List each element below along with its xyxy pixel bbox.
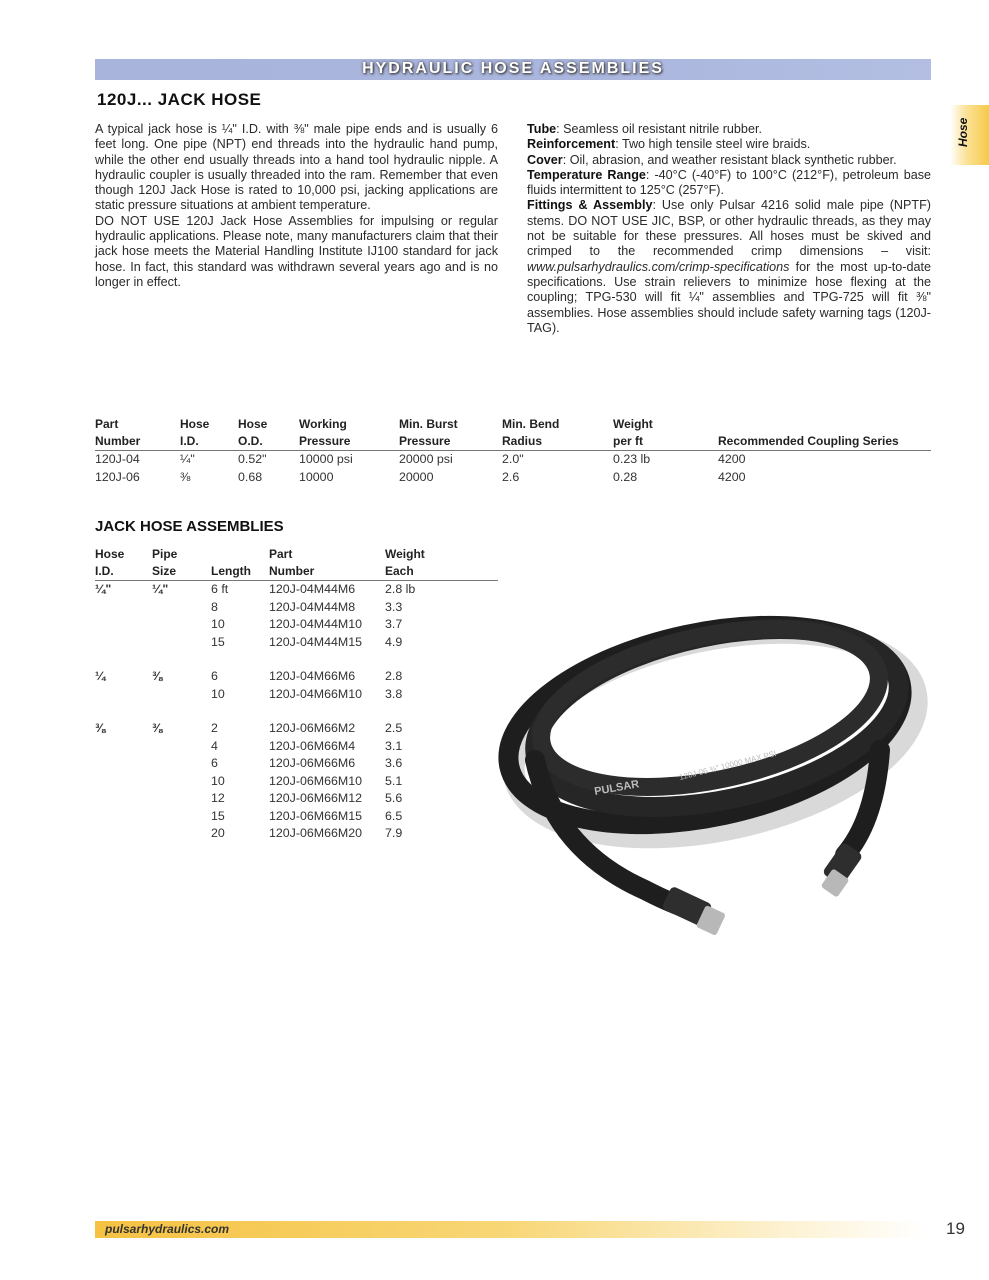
table-cell xyxy=(95,773,152,791)
header-line: I.D. xyxy=(180,434,199,448)
table-cell: 120J-06M66M10 xyxy=(269,773,362,788)
table-row xyxy=(95,720,498,738)
section-banner xyxy=(95,59,931,80)
table-cell: 12 xyxy=(211,791,225,805)
specs-text xyxy=(527,122,931,336)
table-cell: ⅜ xyxy=(152,721,163,735)
group-spacer xyxy=(95,703,498,720)
intro-paragraph: A typical jack hose is ¼" I.D. with ⅜" male pipe ends and is usually 6 feet long. One pipe (NPT) end threads into the hydraulic hand pump, while the other end usually threads into a hand tool hydraulic nipple. A hydraulic coupler is usually threaded into the ram. Remember that even though 120J Jack Hose is rated to 10,000 psi, jacking applications are static pressure situations at ambient temperature. xyxy=(95,122,498,213)
column-header xyxy=(613,416,718,451)
table-cell: 5.6 xyxy=(385,791,403,805)
table-row xyxy=(95,634,498,652)
intro-text xyxy=(95,122,498,290)
header-line: I.D. xyxy=(95,564,114,578)
table-cell: 120J-04 xyxy=(95,452,140,466)
table-cell: 20000 psi xyxy=(399,452,453,466)
table-cell: 15 xyxy=(211,634,225,649)
table-cell: 120J-04M66M6 xyxy=(269,669,356,683)
table-cell xyxy=(152,825,211,843)
hose-brand-print: PULSAR xyxy=(593,778,641,798)
table-cell xyxy=(95,634,152,652)
table-cell: 15 xyxy=(211,808,225,823)
table-cell: 3.3 xyxy=(385,599,403,614)
table-cell xyxy=(95,686,152,704)
jack-hose-image xyxy=(495,590,935,970)
footer-url[interactable]: pulsarhydraulics.com xyxy=(105,1222,230,1236)
table-cell: 0.68 xyxy=(238,469,263,484)
header-line: Pipe xyxy=(152,547,178,561)
column-header xyxy=(502,416,613,451)
table-cell: 6 xyxy=(211,756,218,770)
spec-value: : Oil, abrasion, and weather resistant black synthetic rubber. xyxy=(562,152,897,167)
table-cell: 6 xyxy=(211,669,218,683)
table-cell: 0.28 xyxy=(613,469,638,484)
column-header xyxy=(399,416,502,451)
table-cell: 2.6 xyxy=(502,469,520,484)
column-header xyxy=(385,546,498,581)
table-row xyxy=(95,755,498,773)
table-cell xyxy=(152,599,211,617)
table-row xyxy=(95,773,498,791)
spec-label: Fittings & Assembly xyxy=(527,198,653,213)
header-line: Hose xyxy=(238,417,268,431)
table-row xyxy=(95,668,498,686)
spec-value: : Two high tensile steel wire braids. xyxy=(615,137,811,152)
header-line: Working xyxy=(299,417,347,431)
table-cell: 120J-04M66M10 xyxy=(269,686,362,701)
table-row xyxy=(95,451,931,469)
header-line: Number xyxy=(269,564,315,578)
banner-title: HYDRAULIC HOSE ASSEMBLIES xyxy=(362,60,664,77)
side-tab-hose[interactable] xyxy=(950,105,989,165)
assemblies-heading: JACK HOSE ASSEMBLIES xyxy=(95,518,284,535)
header-line: Min. Bend xyxy=(502,417,560,431)
table-cell xyxy=(95,616,152,634)
table-cell: 10 xyxy=(211,617,225,631)
table-cell: 8 xyxy=(211,599,218,614)
group-spacer xyxy=(95,651,498,668)
header-line: Weight xyxy=(385,547,425,561)
table-cell: ¼" xyxy=(180,452,195,466)
assembly-table xyxy=(95,546,498,843)
side-tab-label: Hose xyxy=(956,117,970,147)
table-cell xyxy=(152,790,211,808)
table-row xyxy=(95,825,498,843)
table-cell xyxy=(152,755,211,773)
table-cell: 20000 xyxy=(399,469,434,484)
table-cell: 6.5 xyxy=(385,808,403,823)
table-cell: ⅜ xyxy=(152,669,163,683)
table-cell: 120J-04M44M15 xyxy=(269,634,362,649)
table-cell: 4200 xyxy=(718,469,746,484)
footer-bar xyxy=(95,1221,925,1238)
header-line: Hose xyxy=(95,547,125,561)
header-line: Number xyxy=(95,434,141,448)
column-header xyxy=(211,546,269,581)
table-cell: 6 ft xyxy=(211,582,229,596)
table-cell: 120J-04M44M6 xyxy=(269,582,356,596)
table-cell: 5.1 xyxy=(385,773,403,788)
table-cell xyxy=(95,825,152,843)
table-cell: 4 xyxy=(211,738,218,753)
table-cell: ¼ xyxy=(95,669,106,683)
header-line: Size xyxy=(152,564,177,578)
table-cell: 120J-06M66M20 xyxy=(269,826,362,840)
table-cell: 10 xyxy=(211,686,225,701)
table-cell: 120J-06M66M4 xyxy=(269,738,356,753)
table-cell: ⅜ xyxy=(180,469,191,484)
column-header xyxy=(238,416,299,451)
table-cell xyxy=(95,599,152,617)
table-row xyxy=(95,790,498,808)
table-row xyxy=(95,808,498,826)
header-line: Pressure xyxy=(399,434,451,448)
table-cell xyxy=(95,790,152,808)
table-cell: 2 xyxy=(211,721,218,735)
header-line: Min. Burst xyxy=(399,417,458,431)
table-cell: 10 xyxy=(211,773,225,788)
table-cell xyxy=(152,808,211,826)
column-header xyxy=(95,546,152,581)
table-cell: 3.1 xyxy=(385,738,403,753)
table-cell: ⅜ xyxy=(95,721,106,735)
table-cell xyxy=(152,616,211,634)
table-cell: 120J-06M66M15 xyxy=(269,808,362,823)
column-header xyxy=(269,546,385,581)
column-header xyxy=(299,416,399,451)
table-cell: 120J-06M66M2 xyxy=(269,721,356,735)
header-line: O.D. xyxy=(238,434,263,448)
spec-label: Temperature Range xyxy=(527,167,646,182)
table-cell: 120J-04M44M10 xyxy=(269,617,362,631)
table-row xyxy=(95,469,931,487)
table-cell xyxy=(95,738,152,756)
table-cell xyxy=(152,773,211,791)
header-line: Recommended Coupling Series xyxy=(718,434,899,448)
header-line: Weight xyxy=(613,417,653,431)
table-cell: 0.52" xyxy=(238,452,267,466)
table-cell: 2.5 xyxy=(385,721,403,735)
column-header xyxy=(180,416,238,451)
table-cell xyxy=(152,634,211,652)
table-cell: 2.0" xyxy=(502,452,524,466)
table-cell xyxy=(152,686,211,704)
table-cell: ¼" xyxy=(95,582,112,596)
column-header xyxy=(95,416,180,451)
spec-table xyxy=(95,416,931,486)
header-line xyxy=(718,416,931,433)
table-cell: 120J-04M44M8 xyxy=(269,599,356,614)
table-row xyxy=(95,686,498,704)
header-line: Pressure xyxy=(299,434,351,448)
table-cell: 120J-06M66M12 xyxy=(269,791,362,805)
spec-value: for the most up-to-date specifications. Use strain relievers to minimize hose flexing at the coupling; TPG-530 will fit ¼" assemblies and TPG-725 will fit ⅜" assemblies. Hose assemblies should include safety warning tags (120J-TAG). xyxy=(527,259,931,335)
header-line: Hose xyxy=(180,417,210,431)
spec-label: Tube xyxy=(527,122,557,136)
header-line: per ft xyxy=(613,434,643,448)
table-cell: 4200 xyxy=(718,452,746,466)
header-line: Length xyxy=(211,564,251,578)
table-cell: 10000 xyxy=(299,469,334,484)
table-cell: 0.23 lb xyxy=(613,452,651,466)
table-cell: 2.8 lb xyxy=(385,582,416,596)
table-cell: 3.7 xyxy=(385,617,403,631)
table-row xyxy=(95,616,498,634)
table-cell: 4.9 xyxy=(385,634,403,649)
column-header xyxy=(152,546,211,581)
spec-label: Cover xyxy=(527,152,563,167)
page-title: 120J... JACK HOSE xyxy=(97,90,262,109)
table-cell: 20 xyxy=(211,826,225,840)
table-cell: ¼" xyxy=(152,582,169,596)
table-cell xyxy=(152,738,211,756)
table-cell: 120J-06M66M6 xyxy=(269,756,356,770)
header-line: Part xyxy=(95,417,119,431)
spec-value: : -40°C (-40°F) to 100°C (212°F), petroleum base fluids intermittent to 125°C (257°F). xyxy=(527,167,932,198)
table-cell: 120J-06 xyxy=(95,469,140,484)
crimp-specs-link[interactable]: www.pulsarhydraulics.com/crimp-specifications xyxy=(527,259,790,274)
warning-paragraph: DO NOT USE 120J Jack Hose Assemblies for impulsing or regular hydraulic applications. Please note, many manufacturers claim that their jack hose meets the Material Handling Institute IJ100 standard for jack hose. In fact, this standard was withdrawn several years ago and is no longer in effect. xyxy=(95,213,498,289)
table-row xyxy=(95,581,498,599)
spec-value: : Use only Pulsar 4216 solid male pipe (NPTF) stems. DO NOT USE JIC, BSP, or other hydraulic threads, as they may not be suitable for these pressures. All hoses must be skived and crimped to the recommended crimp dimensions – visit: xyxy=(527,198,931,259)
spec-value: : Seamless oil resistant nitrile rubber. xyxy=(556,122,762,136)
hose-spec-print: 120J-06 ⅜" 10000 MAX PSI xyxy=(678,749,778,782)
header-line: Radius xyxy=(502,434,543,448)
table-row xyxy=(95,738,498,756)
table-row xyxy=(95,599,498,617)
table-cell: 2.8 xyxy=(385,669,403,683)
page-number: 19 xyxy=(946,1219,965,1238)
header-line xyxy=(211,546,269,563)
table-cell: 7.9 xyxy=(385,826,403,840)
table-cell xyxy=(95,808,152,826)
table-cell: 3.6 xyxy=(385,756,403,770)
column-header xyxy=(718,416,931,451)
header-line: Each xyxy=(385,564,414,578)
table-cell: 10000 psi xyxy=(299,452,353,466)
table-cell xyxy=(95,755,152,773)
table-cell: 3.8 xyxy=(385,686,403,701)
spec-label: Reinforcement xyxy=(527,137,616,152)
header-line: Part xyxy=(269,547,293,561)
